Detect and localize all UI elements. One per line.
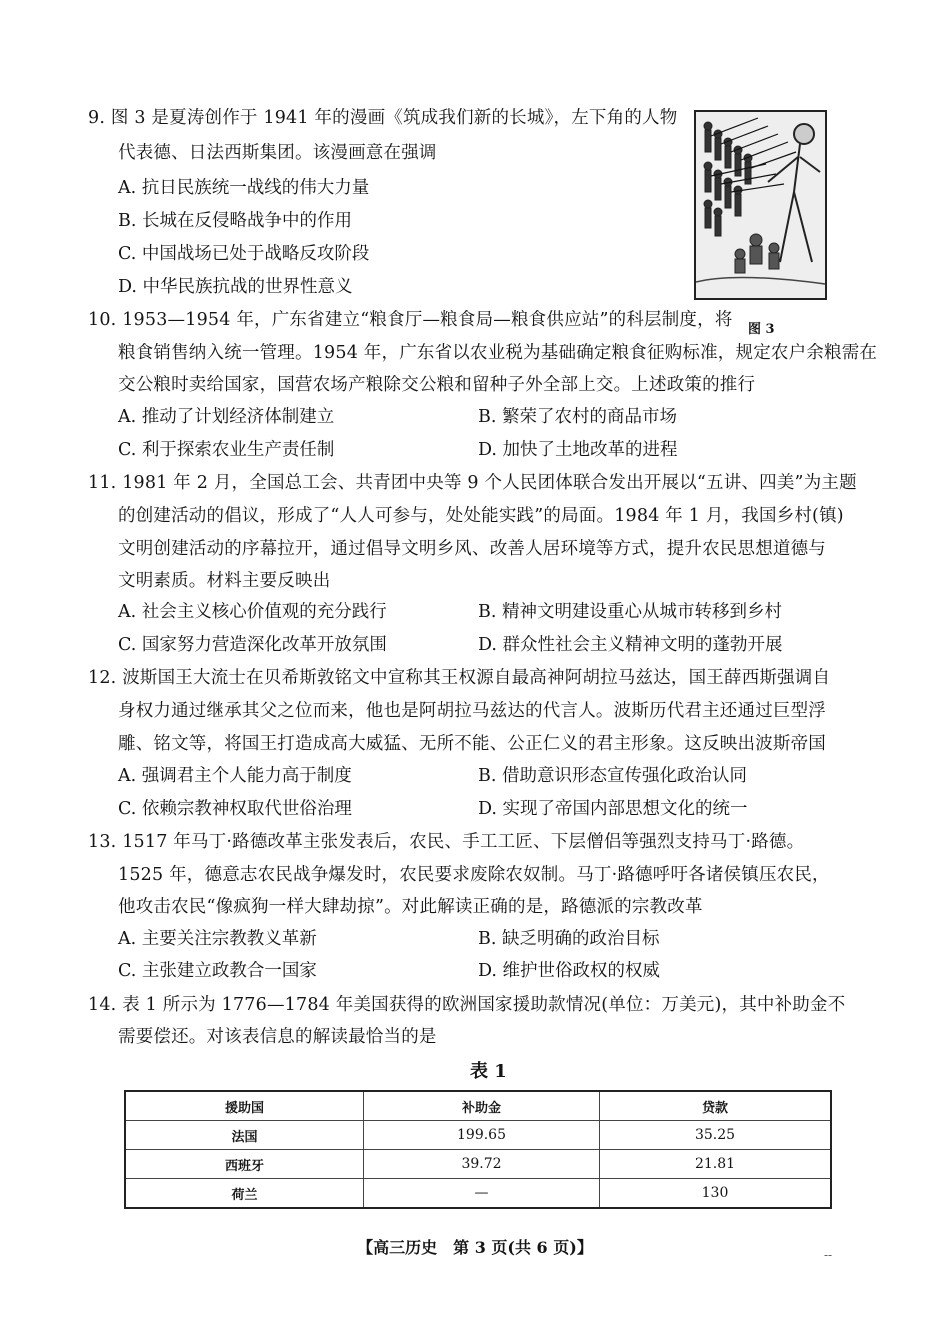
q10-line-3: 交公粮时卖给国家，国营农场产粮除交公粮和留种子外全部上交。上述政策的推行 bbox=[118, 375, 756, 395]
table-header-subsidy: 补助金 bbox=[364, 1091, 600, 1121]
q13-option-d: D. 维护世俗政权的权威 bbox=[478, 961, 661, 981]
q12-option-b: B. 借助意识形态宣传强化政治认同 bbox=[478, 766, 747, 786]
q11-line-2: 的创建活动的倡议，形成了“人人可参与，处处能实践”的局面。1984 年 1 月，我国乡村(镇) bbox=[118, 506, 844, 526]
table-cell-subsidy: — bbox=[364, 1179, 600, 1209]
corner-mark: -- bbox=[824, 1248, 833, 1262]
q12-option-a: A. 强调君主个人能力高于制度 bbox=[118, 766, 352, 786]
table-row bbox=[125, 1150, 831, 1179]
table-cell-subsidy: 199.65 bbox=[364, 1121, 600, 1150]
q11-option-b: B. 精神文明建设重心从城市转移到乡村 bbox=[478, 602, 782, 622]
q11-option-d: D. 群众性社会主义精神文明的蓬勃开展 bbox=[478, 635, 783, 655]
q12-line-1: 12. 波斯国王大流士在贝希斯敦铭文中宣称其王权源自最高神阿胡拉马兹达，国王薛西斯强调自 bbox=[88, 668, 831, 688]
q9-option-c: C. 中国战场已处于战略反攻阶段 bbox=[118, 244, 370, 264]
q11-option-a: A. 社会主义核心价值观的充分践行 bbox=[118, 602, 387, 622]
q10-option-a: A. 推动了计划经济体制建立 bbox=[118, 407, 335, 427]
table-header-loan: 贷款 bbox=[600, 1091, 832, 1121]
q10-option-d: D. 加快了土地改革的进程 bbox=[478, 440, 678, 460]
q12-line-3: 雕、铭文等，将国王打造成高大威猛、无所不能、公正仁义的君主形象。这反映出波斯帝国 bbox=[118, 734, 826, 754]
q14-line-1: 14. 表 1 所示为 1776—1784 年美国获得的欧洲国家援助款情况(单位：万美元)，其中补助金不 bbox=[88, 995, 846, 1015]
table-header-country: 援助国 bbox=[125, 1091, 364, 1121]
figure-3-label: 图 3 bbox=[748, 322, 775, 337]
q11-line-1: 11. 1981 年 2 月，全国总工会、共青团中央等 9 个人民团体联合发出开展以“五讲、四美”为主题 bbox=[88, 473, 857, 493]
q10-line-1: 10. 1953—1954 年，广东省建立“粮食厅—粮食局—粮食供应站”的科层制度，将 bbox=[88, 310, 733, 330]
q13-option-c: C. 主张建立政教合一国家 bbox=[118, 961, 317, 981]
cartoon-illustration bbox=[696, 112, 825, 298]
q13-line-2: 1525 年，德意志农民战争爆发时，农民要求废除农奴制。马丁·路德呼吁各诸侯镇压农民， bbox=[118, 865, 830, 885]
q11-line-4: 文明素质。材料主要反映出 bbox=[118, 571, 331, 591]
q10-line-2: 粮食销售纳入统一管理。1954 年，广东省以农业税为基础确定粮食征购标准，规定农户余粮需在 bbox=[118, 343, 878, 363]
table-cell-subsidy: 39.72 bbox=[364, 1150, 600, 1179]
q11-option-c: C. 国家努力营造深化改革开放氛围 bbox=[118, 635, 387, 655]
aid-table bbox=[124, 1090, 832, 1209]
q10-option-b: B. 繁荣了农村的商品市场 bbox=[478, 407, 677, 427]
q13-line-3: 他攻击农民“像疯狗一样大肆劫掠”。对此解读正确的是，路德派的宗教改革 bbox=[118, 897, 703, 917]
table-header-row bbox=[125, 1091, 831, 1121]
table-cell-loan: 35.25 bbox=[600, 1121, 832, 1150]
table-cell-loan: 21.81 bbox=[600, 1150, 832, 1179]
q13-line-1: 13. 1517 年马丁·路德改革主张发表后，农民、手工工匠、下层僧侣等强烈支持马丁·路德。 bbox=[88, 832, 805, 852]
q13-option-b: B. 缺乏明确的政治目标 bbox=[478, 929, 660, 949]
table-cell-country: 西班牙 bbox=[125, 1150, 364, 1179]
q10-option-c: C. 利于探索农业生产责任制 bbox=[118, 440, 335, 460]
q9-line-2: 代表德、日法西斯集团。该漫画意在强调 bbox=[118, 143, 437, 163]
table-cell-country: 法国 bbox=[125, 1121, 364, 1150]
q12-option-d: D. 实现了帝国内部思想文化的统一 bbox=[478, 799, 748, 819]
table-cell-loan: 130 bbox=[600, 1179, 832, 1209]
q9-option-a: A. 抗日民族统一战线的伟大力量 bbox=[118, 178, 370, 198]
q9-line-1: 9. 图 3 是夏涛创作于 1941 年的漫画《筑成我们新的长城》，左下角的人物 bbox=[88, 108, 678, 128]
q9-option-b: B. 长城在反侵略战争中的作用 bbox=[118, 211, 352, 231]
q14-line-2: 需要偿还。对该表信息的解读最恰当的是 bbox=[118, 1027, 437, 1047]
q12-line-2: 身权力通过继承其父之位而来，他也是阿胡拉马兹达的代言人。波斯历代君主还通过巨型浮 bbox=[118, 701, 826, 721]
cartoon-figure bbox=[694, 110, 827, 300]
q11-line-3: 文明创建活动的序幕拉开，通过倡导文明乡风、改善人居环境等方式，提升农民思想道德与 bbox=[118, 539, 826, 559]
q12-option-c: C. 依赖宗教神权取代世俗治理 bbox=[118, 799, 352, 819]
table-cell-country: 荷兰 bbox=[125, 1179, 364, 1209]
page-footer: 【高三历史 第 3 页(共 6 页)】 bbox=[357, 1238, 593, 1257]
q13-option-a: A. 主要关注宗教教义革新 bbox=[118, 929, 317, 949]
table-row bbox=[125, 1179, 831, 1209]
q9-option-d: D. 中华民族抗战的世界性意义 bbox=[118, 277, 353, 297]
table-row bbox=[125, 1121, 831, 1150]
table-title: 表 1 bbox=[470, 1061, 507, 1082]
